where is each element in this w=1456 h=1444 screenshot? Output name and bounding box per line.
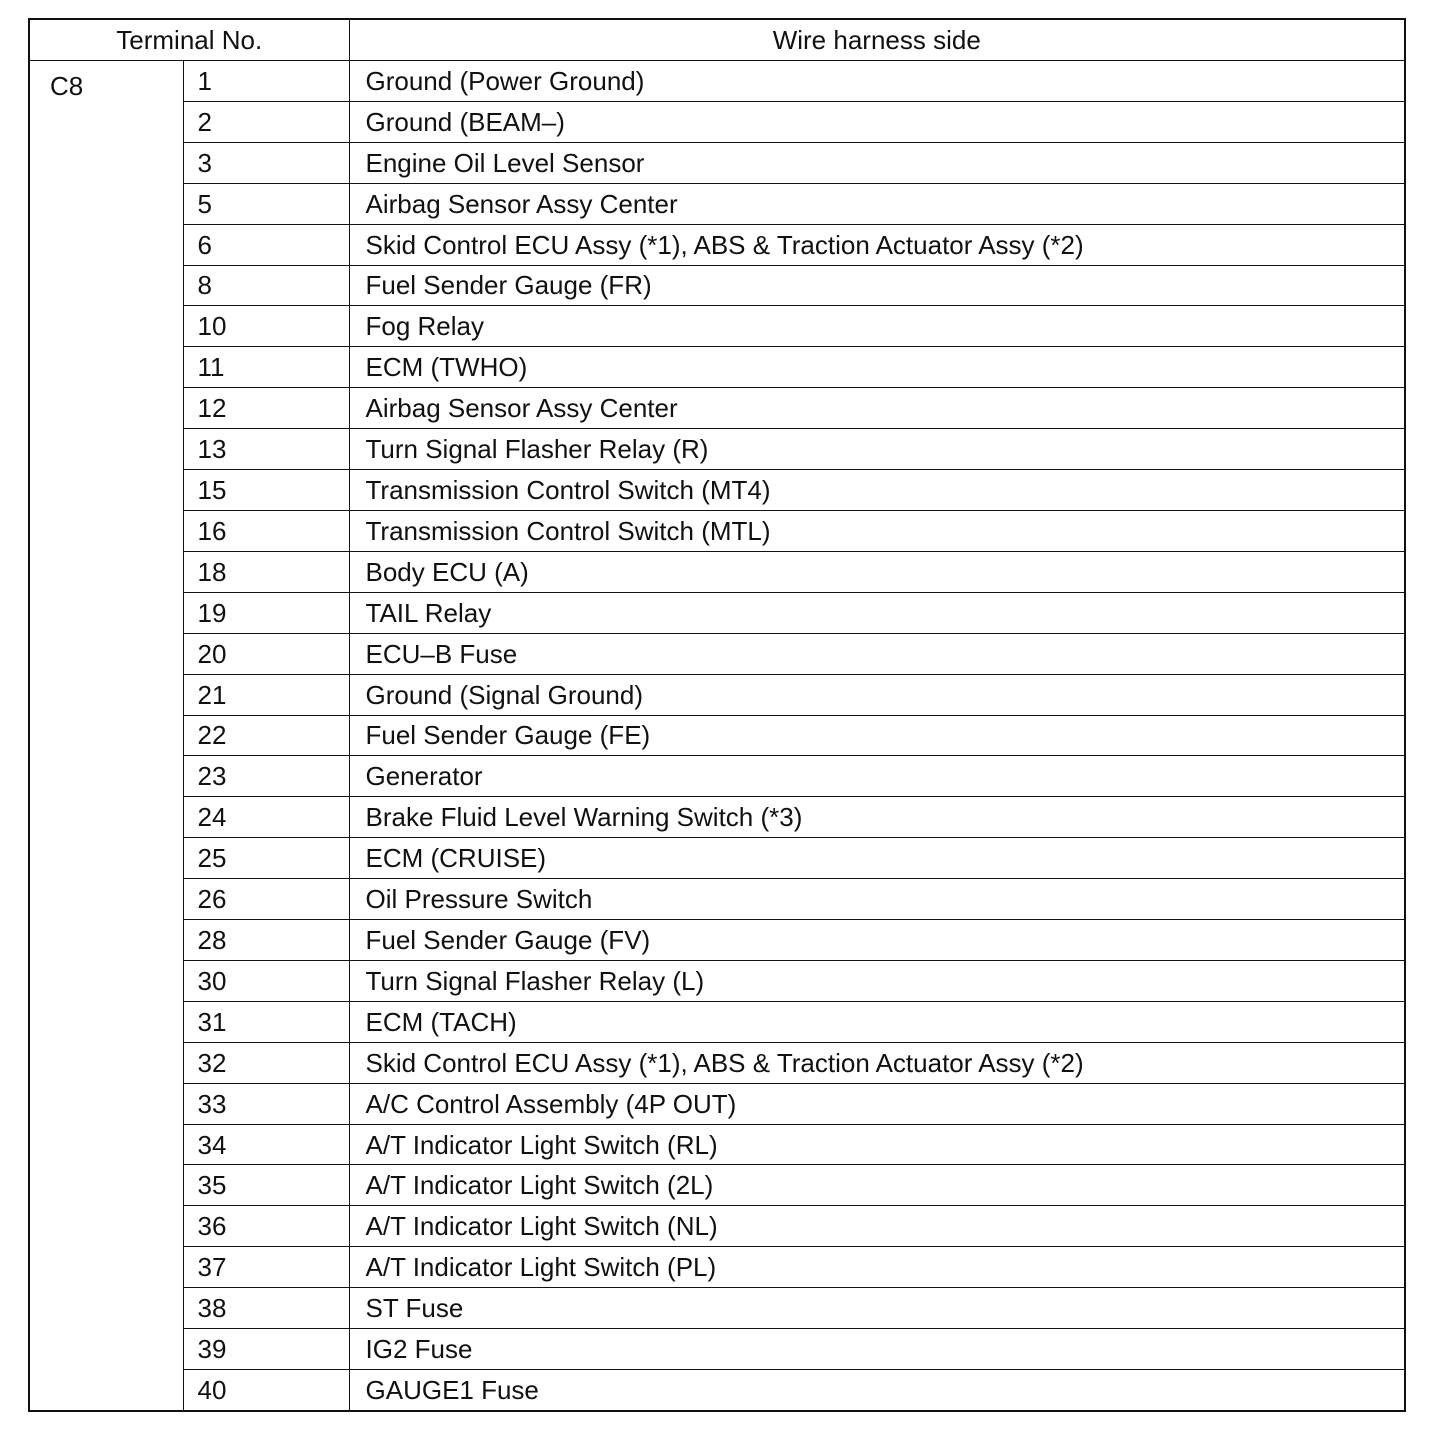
- terminal-number: 26: [183, 879, 349, 920]
- table-row: [29, 674, 1405, 715]
- wire-harness-description: ST Fuse: [349, 1288, 1405, 1329]
- connector-label: C8: [29, 61, 183, 1412]
- table-row: [29, 1206, 1405, 1247]
- terminal-number: 34: [183, 1124, 349, 1165]
- table-row: [29, 429, 1405, 470]
- terminal-number: 38: [183, 1288, 349, 1329]
- terminal-number: 16: [183, 510, 349, 551]
- wire-harness-description: TAIL Relay: [349, 592, 1405, 633]
- table-row: [29, 1288, 1405, 1329]
- terminal-number: 37: [183, 1247, 349, 1288]
- table-row: [29, 592, 1405, 633]
- wire-harness-description: Brake Fluid Level Warning Switch (*3): [349, 797, 1405, 838]
- terminal-number: 36: [183, 1206, 349, 1247]
- terminal-number: 2: [183, 101, 349, 142]
- wire-harness-description: IG2 Fuse: [349, 1329, 1405, 1370]
- wire-harness-description: Ground (Power Ground): [349, 61, 1405, 102]
- terminal-number: 21: [183, 674, 349, 715]
- table-row: [29, 265, 1405, 306]
- terminal-number: 31: [183, 1001, 349, 1042]
- table-body: [29, 61, 1405, 1412]
- terminal-number: 5: [183, 183, 349, 224]
- table-row: [29, 183, 1405, 224]
- table-row: [29, 551, 1405, 592]
- terminal-number: 32: [183, 1042, 349, 1083]
- terminal-no-header: Terminal No.: [29, 19, 349, 61]
- table-row: [29, 388, 1405, 429]
- wire-harness-description: Skid Control ECU Assy (*1), ABS & Traction Actuator Assy (*2): [349, 224, 1405, 265]
- wire-harness-description: Airbag Sensor Assy Center: [349, 388, 1405, 429]
- wire-harness-description: Transmission Control Switch (MT4): [349, 470, 1405, 511]
- wire-harness-description: Fog Relay: [349, 306, 1405, 347]
- wire-harness-description: Ground (BEAM–): [349, 101, 1405, 142]
- wire-harness-description: A/T Indicator Light Switch (PL): [349, 1247, 1405, 1288]
- wire-harness-description: Engine Oil Level Sensor: [349, 142, 1405, 183]
- terminal-number: 18: [183, 551, 349, 592]
- table-row: [29, 1124, 1405, 1165]
- wire-harness-description: Fuel Sender Gauge (FE): [349, 715, 1405, 756]
- table-row: [29, 633, 1405, 674]
- terminal-table: [28, 18, 1406, 1412]
- terminal-number: 35: [183, 1165, 349, 1206]
- terminal-number: 6: [183, 224, 349, 265]
- terminal-number: 8: [183, 265, 349, 306]
- table-row: [29, 224, 1405, 265]
- header-row: [29, 19, 1405, 61]
- terminal-number: 1: [183, 61, 349, 102]
- terminal-number: 23: [183, 756, 349, 797]
- wire-harness-description: Fuel Sender Gauge (FR): [349, 265, 1405, 306]
- table-row: [29, 1083, 1405, 1124]
- table-row: [29, 1042, 1405, 1083]
- terminal-number: 30: [183, 960, 349, 1001]
- wire-harness-description: Ground (Signal Ground): [349, 674, 1405, 715]
- wire-harness-description: A/T Indicator Light Switch (2L): [349, 1165, 1405, 1206]
- wire-harness-description: Turn Signal Flasher Relay (R): [349, 429, 1405, 470]
- terminal-number: 39: [183, 1329, 349, 1370]
- wire-harness-description: Transmission Control Switch (MTL): [349, 510, 1405, 551]
- terminal-number: 40: [183, 1370, 349, 1412]
- wire-harness-description: Turn Signal Flasher Relay (L): [349, 960, 1405, 1001]
- table-row: [29, 838, 1405, 879]
- table-row: [29, 756, 1405, 797]
- terminal-number: 28: [183, 920, 349, 961]
- terminal-number: 33: [183, 1083, 349, 1124]
- wire-harness-description: ECU–B Fuse: [349, 633, 1405, 674]
- terminal-number: 11: [183, 347, 349, 388]
- terminal-number: 13: [183, 429, 349, 470]
- terminal-number: 15: [183, 470, 349, 511]
- terminal-number: 19: [183, 592, 349, 633]
- table-row: [29, 920, 1405, 961]
- terminal-number: 20: [183, 633, 349, 674]
- table-header: [29, 19, 1405, 61]
- wire-harness-side-header: Wire harness side: [349, 19, 1405, 61]
- wire-harness-description: GAUGE1 Fuse: [349, 1370, 1405, 1412]
- terminal-number: 22: [183, 715, 349, 756]
- table-row: [29, 101, 1405, 142]
- wire-harness-description: Fuel Sender Gauge (FV): [349, 920, 1405, 961]
- table-row: [29, 510, 1405, 551]
- table-row: [29, 1329, 1405, 1370]
- terminal-number: 25: [183, 838, 349, 879]
- wire-harness-description: A/C Control Assembly (4P OUT): [349, 1083, 1405, 1124]
- table-row: [29, 797, 1405, 838]
- table-row: [29, 306, 1405, 347]
- wire-harness-description: ECM (TWHO): [349, 347, 1405, 388]
- wire-harness-description: Body ECU (A): [349, 551, 1405, 592]
- wire-harness-description: ECM (TACH): [349, 1001, 1405, 1042]
- terminal-number: 10: [183, 306, 349, 347]
- table-row: [29, 1001, 1405, 1042]
- wire-harness-description: Skid Control ECU Assy (*1), ABS & Traction Actuator Assy (*2): [349, 1042, 1405, 1083]
- wire-harness-description: Generator: [349, 756, 1405, 797]
- terminal-number: 12: [183, 388, 349, 429]
- table-row: [29, 960, 1405, 1001]
- wire-harness-description: Oil Pressure Switch: [349, 879, 1405, 920]
- terminal-number: 24: [183, 797, 349, 838]
- table-row: [29, 1370, 1405, 1412]
- table-row: [29, 142, 1405, 183]
- wire-harness-description: Airbag Sensor Assy Center: [349, 183, 1405, 224]
- table-row: [29, 61, 1405, 102]
- terminal-number: 3: [183, 142, 349, 183]
- table-row: [29, 715, 1405, 756]
- table-row: [29, 879, 1405, 920]
- table-row: [29, 470, 1405, 511]
- wire-harness-description: ECM (CRUISE): [349, 838, 1405, 879]
- wire-harness-description: A/T Indicator Light Switch (NL): [349, 1206, 1405, 1247]
- table-row: [29, 1165, 1405, 1206]
- table-row: [29, 1247, 1405, 1288]
- table-row: [29, 347, 1405, 388]
- wire-harness-description: A/T Indicator Light Switch (RL): [349, 1124, 1405, 1165]
